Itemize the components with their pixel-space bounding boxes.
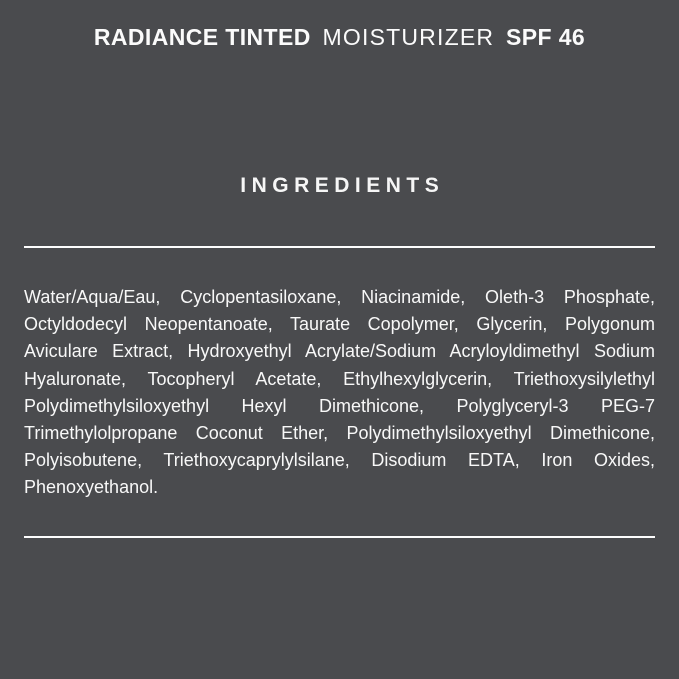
ingredients-list: [24, 284, 655, 502]
ingredients-heading: INGREDIENTS: [240, 174, 445, 197]
ingredients-line: Phenoxyethanol.: [24, 477, 159, 498]
ingredients-line: Water/Aqua/Eau, Cyclopentasiloxane, Niacinamide, Oleth-3 Phosphate,: [24, 287, 655, 307]
product-title-spf: SPF 46: [505, 24, 586, 50]
product-title: [0, 23, 679, 51]
product-title-secondary: MOISTURIZER: [322, 24, 495, 50]
ingredients-line: Hyaluronate, Tocopheryl Acetate, Ethylhexylglycerin, Triethoxysilylethyl: [24, 368, 655, 389]
top-divider: [24, 246, 655, 248]
ingredients-line: Octyldodecyl Neopentanoate, Taurate Copolymer, Glycerin, Polygonum: [24, 314, 655, 335]
product-title-primary: RADIANCE TINTED: [93, 24, 311, 50]
ingredients-line: Polyisobutene, Triethoxycaprylylsilane, Disodium EDTA, Iron Oxides,: [24, 450, 655, 471]
ingredients-line: Aviculare Extract, Hydroxyethyl Acrylate/Sodium Acryloyldimethyl Sodium: [24, 341, 655, 362]
bottom-divider: [24, 536, 655, 538]
ingredients-line: Trimethylolpropane Coconut Ether, Polydimethylsiloxyethyl Dimethicone,: [24, 423, 655, 444]
ingredients-line: Polydimethylsiloxyethyl Hexyl Dimethicone, Polyglyceryl-3 PEG-7: [24, 395, 655, 416]
